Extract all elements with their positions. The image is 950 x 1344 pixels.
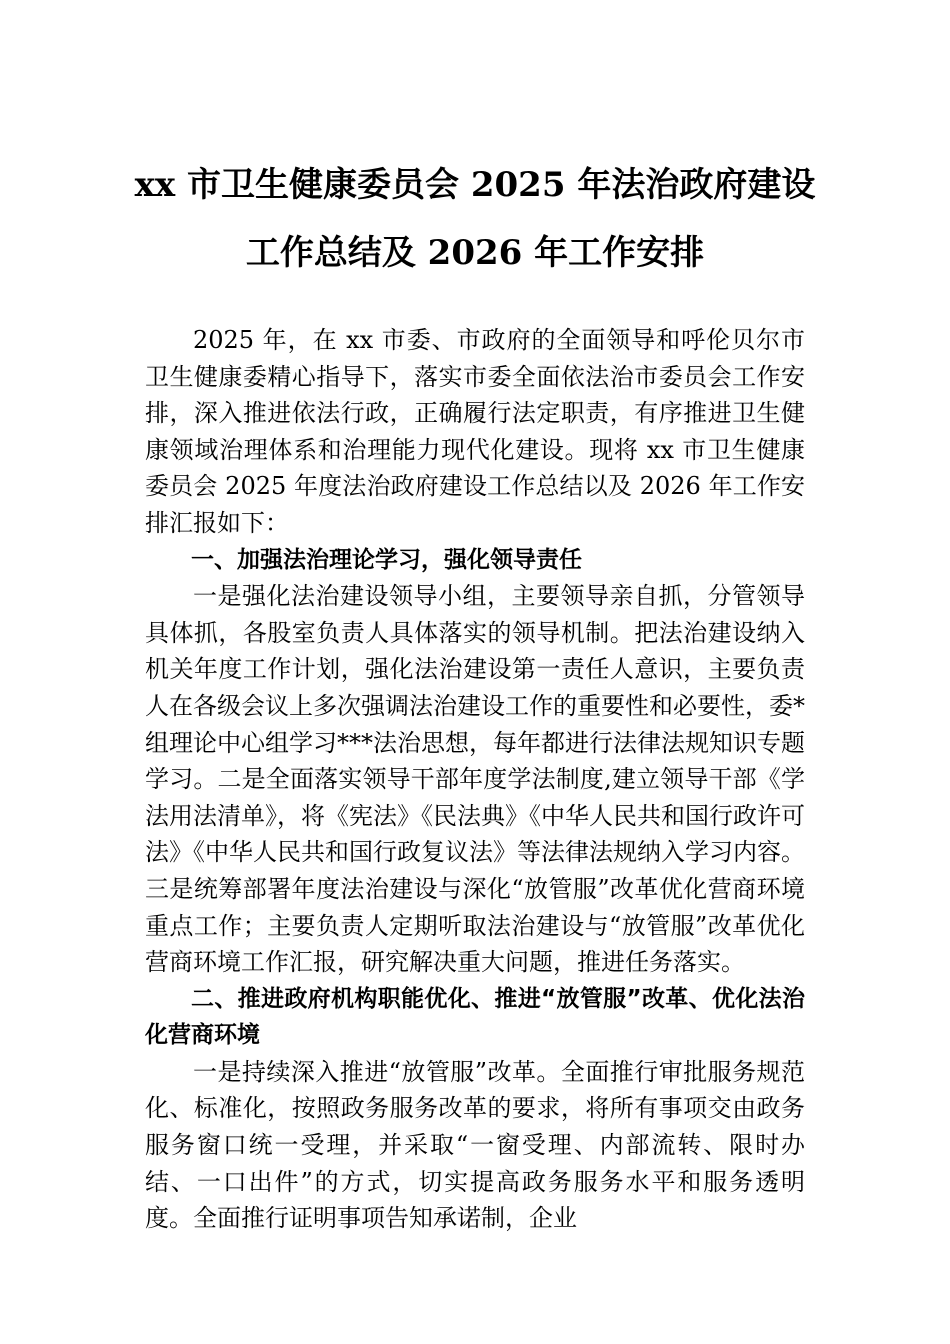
- section-1-paragraph: 一是强化法治建设领导小组，主要领导亲自抓，分管领导具体抓，各股室负责人具体落实的领导机制。把法治建设纳入机关年度工作计划，强化法治建设第一责任人意识，主要负责人在各级会议上多次强调法治建设工作的重要性和必要性，委*组理论中心组学习***法治思想，每年都进行法律法规知识专题学习。二是全面落实领导干部年度学法制度,建立领导干部《学法用法清单》，将《宪法》《民法典》《中华人民共和国行政许可法》《中华人民共和国行政复议法》等法律法规纳入学习内容。三是统筹部署年度法治建设与深化“放管服”改革优化营商环境重点工作；主要负责人定期听取法治建设与“放管服”改革优化营商环境工作汇报，研究解决重大问题，推进任务落实。: [145, 582, 805, 977]
- section-2-paragraph: 一是持续深入推进“放管服”改革。全面推行审批服务规范化、标准化，按照政务服务改革的要求，将所有事项交由政务服务窗口统一受理，并采取“一窗受理、内部流转、限时办结、一口出件”的方式，切实提高政务服务水平和服务透明度。全面推行证明事项告知承诺制，企业: [145, 1057, 805, 1233]
- section-heading-1: 一、加强法治理论学习，强化领导责任: [191, 546, 582, 573]
- document-title-line1: xx 市卫生健康委员会 2025 年法治政府建设: [134, 165, 816, 205]
- document-title-line2: 工作总结及 2026 年工作安排: [245, 233, 705, 273]
- intro-paragraph: 2025 年，在 xx 市委、市政府的全面领导和呼伦贝尔市卫生健康委精心指导下，落实市委全面依法治市委员会工作安排，深入推进依法行政，正确履行法定职责，有序推进卫生健康领域治理体系和治理能力现代化建设。现将 xx 市卫生健康委员会 2025 年度法治政府建设工作总结以及 2026 年工作安排汇报如下：: [145, 326, 805, 537]
- document-body: [145, 322, 805, 1237]
- section-heading-2: 二、推进政府机构职能优化、推进“放管服”改革、优化法治化营商环境: [145, 985, 805, 1049]
